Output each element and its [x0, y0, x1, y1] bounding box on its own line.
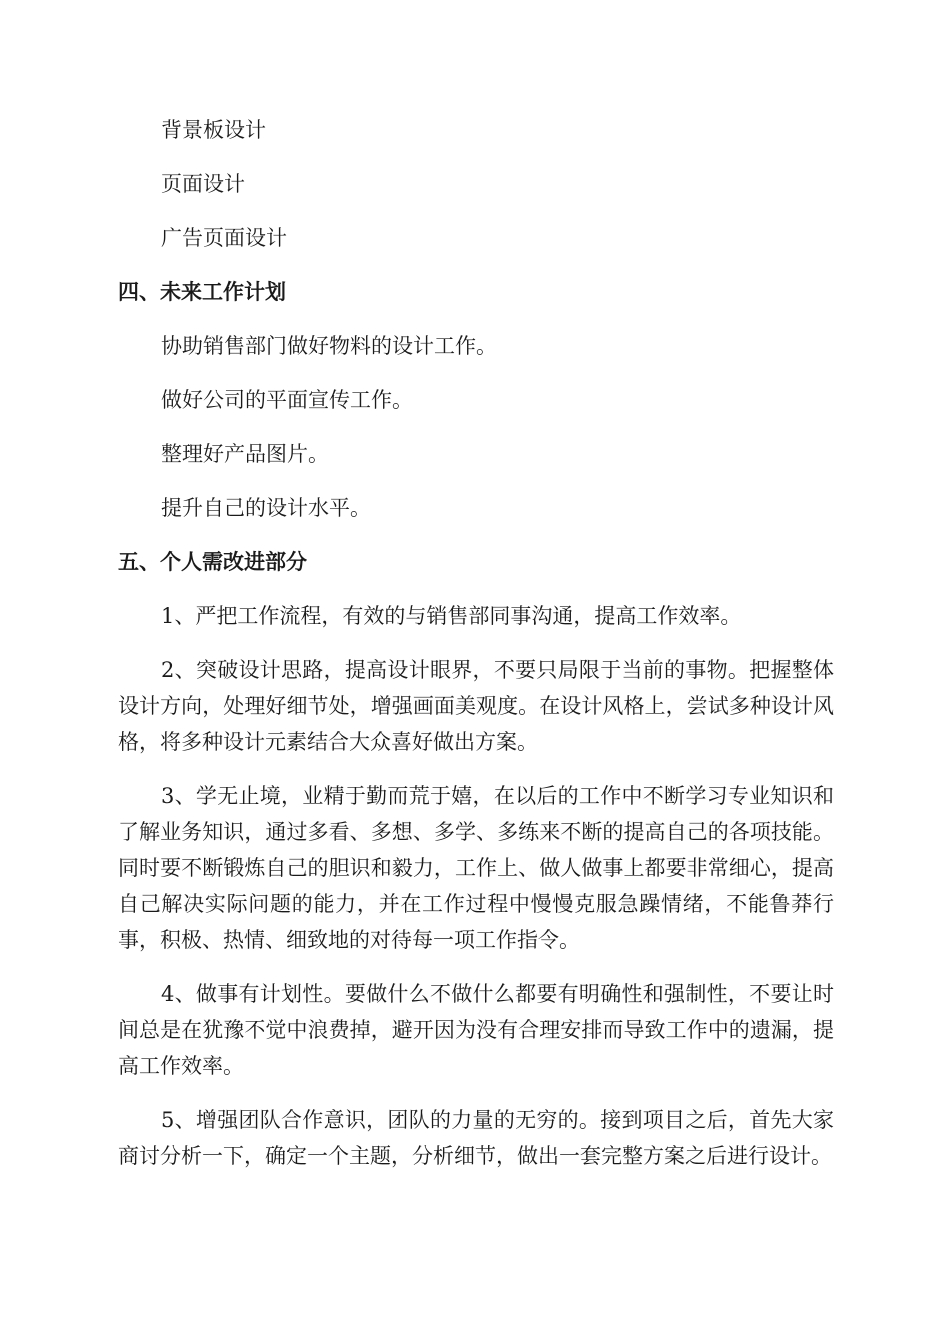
improvement-paragraph: 4、做事有计划性。要做什么不做什么都要有明确性和强制性，不要让时间总是在犹豫不觉中浪费掉，避开因为没有合理安排而导致工作中的遗漏，提高工作效率。 [118, 982, 834, 1078]
improvement-paragraph: 1、严把工作流程，有效的与销售部同事沟通，提高工作效率。 [161, 604, 742, 628]
design-item: 广告页面设计 [161, 226, 287, 250]
improvement-paragraph: 5、增强团队合作意识，团队的力量的无穷的。接到项目之后，首先大家商讨分析一下，确定一个主题，分析细节，做出一套完整方案之后进行设计。 [118, 1108, 834, 1168]
improvement-paragraph: 2、突破设计思路，提高设计眼界，不要只局限于当前的事物。把握整体设计方向，处理好细节处，增强画面美观度。在设计风格上，尝试多种设计风格，将多种设计元素结合大众喜好做出方案。 [118, 658, 834, 754]
section-heading-improvement: 五、个人需改进部分 [118, 550, 307, 574]
document-body [118, 112, 834, 1192]
plan-item: 做好公司的平面宣传工作。 [161, 388, 413, 412]
plan-item: 整理好产品图片。 [161, 442, 329, 466]
section-heading-future-plan: 四、未来工作计划 [118, 280, 286, 304]
design-item: 背景板设计 [161, 118, 266, 142]
plan-item: 提升自己的设计水平。 [161, 496, 371, 520]
design-item: 页面设计 [161, 172, 245, 196]
improvement-paragraph: 3、学无止境，业精于勤而荒于嬉，在以后的工作中不断学习专业知识和了解业务知识，通过多看、多想、多学、多练来不断的提高自己的各项技能。同时要不断锻炼自己的胆识和毅力，工作上、做人做事上都要非常细心，提高自己解决实际问题的能力，并在工作过程中慢慢克服急躁情绪，不能鲁莽行事，积极、热情、细致地的对待每一项工作指令。 [118, 784, 834, 952]
plan-item: 协助销售部门做好物料的设计工作。 [161, 334, 497, 358]
